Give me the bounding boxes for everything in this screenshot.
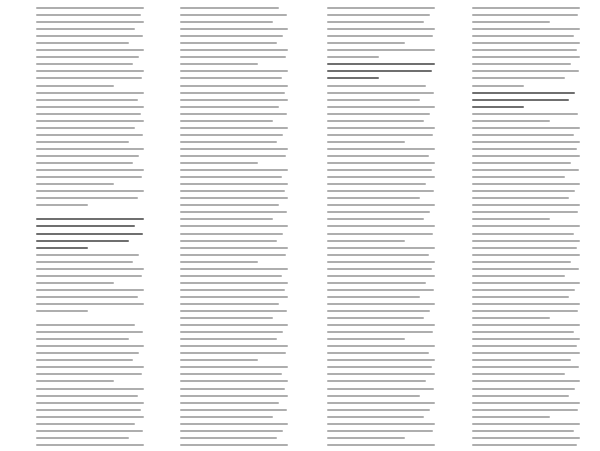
illegible-text-line [472, 127, 580, 129]
illegible-text-line [36, 211, 144, 213]
illegible-text-line [327, 380, 426, 382]
illegible-text-line [36, 56, 139, 58]
illegible-text-line [472, 395, 569, 397]
illegible-text-line [472, 7, 580, 9]
illegible-text-line [36, 373, 142, 375]
illegible-text-line [327, 155, 429, 157]
illegible-text-line [472, 444, 577, 446]
illegible-text-line [327, 197, 420, 199]
illegible-text-line [36, 416, 144, 418]
illegible-text-line [180, 373, 282, 375]
illegible-text-line [472, 99, 569, 101]
illegible-text-line [36, 35, 143, 37]
illegible-text-line [180, 28, 288, 30]
illegible-text-line [327, 430, 433, 432]
illegible-text-line [472, 402, 580, 404]
illegible-text-line [36, 141, 129, 143]
illegible-text-line [327, 247, 435, 249]
illegible-text-line [36, 21, 144, 23]
illegible-text-line [472, 113, 578, 115]
illegible-text-line [472, 373, 565, 375]
illegible-text-line [36, 169, 144, 171]
illegible-text-line [327, 42, 405, 44]
illegible-text-line [327, 14, 430, 16]
illegible-text-line [327, 99, 420, 101]
illegible-text-line [472, 49, 577, 51]
illegible-text-line [36, 225, 135, 227]
illegible-text-line [180, 99, 288, 101]
illegible-text-line [36, 190, 144, 192]
illegible-text-line [36, 359, 133, 361]
illegible-text-line [180, 359, 258, 361]
illegible-text-line [472, 437, 580, 439]
illegible-text-line [180, 162, 258, 164]
illegible-text-line [36, 352, 139, 354]
illegible-text-line [180, 197, 288, 199]
illegible-text-line [180, 380, 288, 382]
illegible-text-line [180, 190, 285, 192]
illegible-text-line [327, 92, 434, 94]
illegible-text-line [472, 338, 580, 340]
illegible-text-line [36, 409, 141, 411]
illegible-text-line [472, 169, 579, 171]
illegible-text-line [180, 141, 277, 143]
illegible-text-line [36, 99, 138, 101]
illegible-text-line [472, 134, 574, 136]
illegible-text-line [327, 282, 426, 284]
illegible-text-line [327, 303, 435, 305]
illegible-text-line [180, 395, 288, 397]
illegible-text-line [327, 233, 433, 235]
illegible-text-line [36, 85, 114, 87]
illegible-text-line [180, 7, 279, 9]
illegible-text-line [472, 310, 578, 312]
illegible-text-line [472, 204, 580, 206]
illegible-text-line [472, 21, 550, 23]
illegible-text-line [36, 218, 144, 220]
text-column-1 [36, 7, 144, 451]
illegible-text-line [180, 56, 286, 58]
illegible-text-line [36, 366, 144, 368]
illegible-text-line [327, 127, 435, 129]
illegible-text-line [180, 366, 288, 368]
illegible-text-line [472, 148, 577, 150]
illegible-text-line [327, 268, 432, 270]
illegible-text-line [36, 282, 114, 284]
illegible-text-line [180, 70, 288, 72]
illegible-text-line [472, 141, 580, 143]
illegible-text-line [327, 148, 435, 150]
illegible-text-line [327, 63, 435, 65]
illegible-text-line [327, 56, 379, 58]
illegible-text-line [472, 218, 550, 220]
illegible-text-line [472, 85, 524, 87]
illegible-text-line [472, 247, 577, 249]
illegible-text-line [36, 310, 88, 312]
illegible-text-line [180, 345, 288, 347]
illegible-text-line [472, 225, 580, 227]
illegible-text-line [180, 437, 277, 439]
illegible-text-line [327, 176, 435, 178]
illegible-text-line [327, 141, 405, 143]
illegible-text-line [472, 56, 580, 58]
illegible-text-line [36, 240, 129, 242]
illegible-text-line [36, 70, 144, 72]
illegible-text-line [180, 120, 273, 122]
illegible-text-line [327, 416, 424, 418]
illegible-text-line [180, 275, 282, 277]
illegible-text-line [36, 120, 144, 122]
illegible-text-line [327, 169, 432, 171]
illegible-text-line [180, 176, 282, 178]
illegible-text-line [327, 338, 405, 340]
illegible-text-line [327, 190, 434, 192]
illegible-text-line [180, 282, 288, 284]
illegible-text-line [180, 63, 258, 65]
illegible-text-line [180, 218, 273, 220]
illegible-text-line [180, 317, 273, 319]
illegible-text-line [36, 345, 144, 347]
illegible-text-line [36, 331, 143, 333]
illegible-text-line [472, 35, 574, 37]
illegible-text-line [180, 303, 279, 305]
illegible-text-line [472, 77, 565, 79]
illegible-text-line [36, 444, 144, 446]
illegible-text-line [327, 366, 432, 368]
illegible-text-line [36, 155, 139, 157]
illegible-text-line [180, 127, 288, 129]
illegible-text-line [36, 183, 114, 185]
illegible-text-line [180, 42, 277, 44]
illegible-text-line [472, 303, 580, 305]
illegible-text-line [36, 204, 88, 206]
illegible-text-line [472, 190, 575, 192]
illegible-text-line [36, 317, 144, 319]
illegible-text-line [327, 359, 435, 361]
illegible-text-line [180, 296, 288, 298]
illegible-text-line [327, 85, 426, 87]
illegible-text-line [180, 85, 288, 87]
illegible-text-line [327, 331, 433, 333]
illegible-text-line [180, 430, 283, 432]
illegible-text-line [327, 275, 435, 277]
illegible-text-line [327, 444, 435, 446]
illegible-text-line [180, 416, 273, 418]
text-column-2 [180, 7, 288, 451]
illegible-text-line [180, 204, 279, 206]
illegible-text-line [327, 70, 432, 72]
illegible-text-line [327, 106, 435, 108]
illegible-text-line [36, 268, 144, 270]
illegible-text-line [36, 380, 114, 382]
illegible-text-line [327, 134, 433, 136]
illegible-text-line [327, 240, 405, 242]
illegible-text-line [36, 113, 141, 115]
illegible-text-line [327, 218, 424, 220]
illegible-text-line [180, 148, 288, 150]
illegible-text-line [472, 233, 574, 235]
illegible-text-line [36, 148, 144, 150]
illegible-text-line [180, 331, 283, 333]
illegible-text-line [327, 352, 429, 354]
text-column-4 [472, 7, 580, 451]
illegible-text-line [180, 310, 287, 312]
illegible-text-line [472, 366, 579, 368]
illegible-text-line [327, 35, 433, 37]
illegible-text-line [36, 275, 142, 277]
illegible-text-line [472, 120, 550, 122]
illegible-text-line [36, 247, 88, 249]
illegible-text-line [472, 155, 580, 157]
illegible-text-line [472, 289, 575, 291]
illegible-text-line [472, 409, 578, 411]
illegible-text-line [472, 416, 550, 418]
illegible-text-line [180, 409, 287, 411]
illegible-text-line [327, 261, 435, 263]
illegible-text-line [327, 254, 429, 256]
illegible-text-line [180, 388, 285, 390]
illegible-text-line [472, 352, 580, 354]
illegible-text-line [180, 183, 288, 185]
illegible-text-line [472, 282, 580, 284]
illegible-text-line [472, 261, 571, 263]
illegible-text-line [36, 106, 144, 108]
illegible-text-line [180, 225, 288, 227]
illegible-text-line [180, 254, 286, 256]
illegible-text-line [327, 324, 435, 326]
text-column-3 [327, 7, 435, 451]
illegible-text-line [327, 77, 379, 79]
illegible-text-line [180, 113, 287, 115]
illegible-text-line [472, 317, 550, 319]
illegible-text-line [180, 106, 279, 108]
illegible-text-line [36, 402, 144, 404]
illegible-text-line [180, 49, 288, 51]
illegible-text-line [36, 134, 143, 136]
illegible-text-line [472, 388, 575, 390]
illegible-text-line [472, 324, 580, 326]
illegible-text-line [180, 352, 286, 354]
illegible-text-line [36, 197, 138, 199]
illegible-text-line [327, 388, 434, 390]
illegible-text-line [36, 28, 135, 30]
illegible-text-line [180, 169, 288, 171]
illegible-text-line [36, 92, 144, 94]
illegible-text-line [327, 183, 426, 185]
illegible-text-line [180, 134, 283, 136]
illegible-text-line [327, 317, 424, 319]
illegible-text-line [472, 345, 577, 347]
illegible-text-line [36, 430, 143, 432]
illegible-text-line [180, 268, 288, 270]
illegible-text-line [36, 162, 133, 164]
illegible-text-line [472, 359, 571, 361]
illegible-text-line [36, 7, 144, 9]
illegible-text-line [472, 106, 524, 108]
illegible-text-line [472, 162, 571, 164]
illegible-text-line [327, 402, 435, 404]
illegible-text-line [327, 204, 435, 206]
illegible-text-line [472, 296, 569, 298]
illegible-text-line [472, 240, 580, 242]
illegible-text-line [327, 409, 430, 411]
illegible-text-line [180, 92, 285, 94]
illegible-text-line [327, 345, 435, 347]
illegible-text-line [472, 254, 580, 256]
illegible-text-line [180, 21, 273, 23]
illegible-text-line [180, 77, 282, 79]
illegible-text-line [472, 70, 579, 72]
illegible-text-line [472, 197, 569, 199]
illegible-text-line [36, 261, 133, 263]
illegible-text-line [472, 380, 580, 382]
illegible-text-line [180, 240, 277, 242]
illegible-text-line [472, 331, 574, 333]
illegible-text-line [472, 14, 578, 16]
illegible-text-line [327, 225, 435, 227]
illegible-text-line [472, 28, 580, 30]
illegible-text-line [327, 211, 430, 213]
illegible-text-line [36, 49, 144, 51]
illegible-text-line [327, 7, 435, 9]
illegible-text-line [472, 268, 579, 270]
illegible-text-line [36, 289, 144, 291]
illegible-text-line [180, 444, 288, 446]
illegible-text-line [180, 14, 287, 16]
illegible-text-line [180, 289, 285, 291]
illegible-text-line [327, 395, 420, 397]
illegible-text-line [327, 49, 435, 51]
illegible-text-line [36, 388, 144, 390]
illegible-text-line [327, 120, 424, 122]
illegible-text-line [36, 42, 129, 44]
illegible-text-line [472, 275, 565, 277]
illegible-text-line [36, 395, 138, 397]
illegible-text-line [36, 303, 144, 305]
illegible-text-line [36, 63, 133, 65]
illegible-text-line [327, 289, 434, 291]
illegible-text-line [36, 338, 129, 340]
illegible-text-line [180, 338, 277, 340]
illegible-text-line [327, 21, 424, 23]
illegible-text-line [36, 77, 142, 79]
illegible-text-line [472, 92, 575, 94]
illegible-text-line [36, 324, 135, 326]
illegible-text-line [180, 233, 283, 235]
illegible-text-line [36, 437, 129, 439]
illegible-text-line [327, 296, 420, 298]
illegible-text-line [327, 113, 430, 115]
illegible-text-line [180, 324, 288, 326]
illegible-text-line [327, 373, 435, 375]
illegible-text-line [180, 35, 283, 37]
illegible-text-line [36, 14, 141, 16]
illegible-text-line [36, 254, 139, 256]
illegible-text-line [36, 176, 142, 178]
illegible-text-line [472, 42, 580, 44]
illegible-text-line [327, 437, 405, 439]
illegible-text-line [327, 310, 430, 312]
illegible-text-line [472, 183, 580, 185]
illegible-text-line [472, 176, 565, 178]
illegible-text-line [36, 296, 138, 298]
illegible-text-line [472, 430, 574, 432]
illegible-text-line [180, 247, 288, 249]
illegible-text-line [472, 211, 578, 213]
illegible-text-line [180, 155, 286, 157]
illegible-text-line [36, 127, 135, 129]
illegible-text-line [180, 402, 279, 404]
illegible-text-line [180, 211, 287, 213]
illegible-text-line [327, 28, 435, 30]
illegible-text-line [327, 162, 435, 164]
illegible-text-line [36, 233, 143, 235]
illegible-text-line [472, 63, 571, 65]
illegible-text-line [180, 261, 258, 263]
